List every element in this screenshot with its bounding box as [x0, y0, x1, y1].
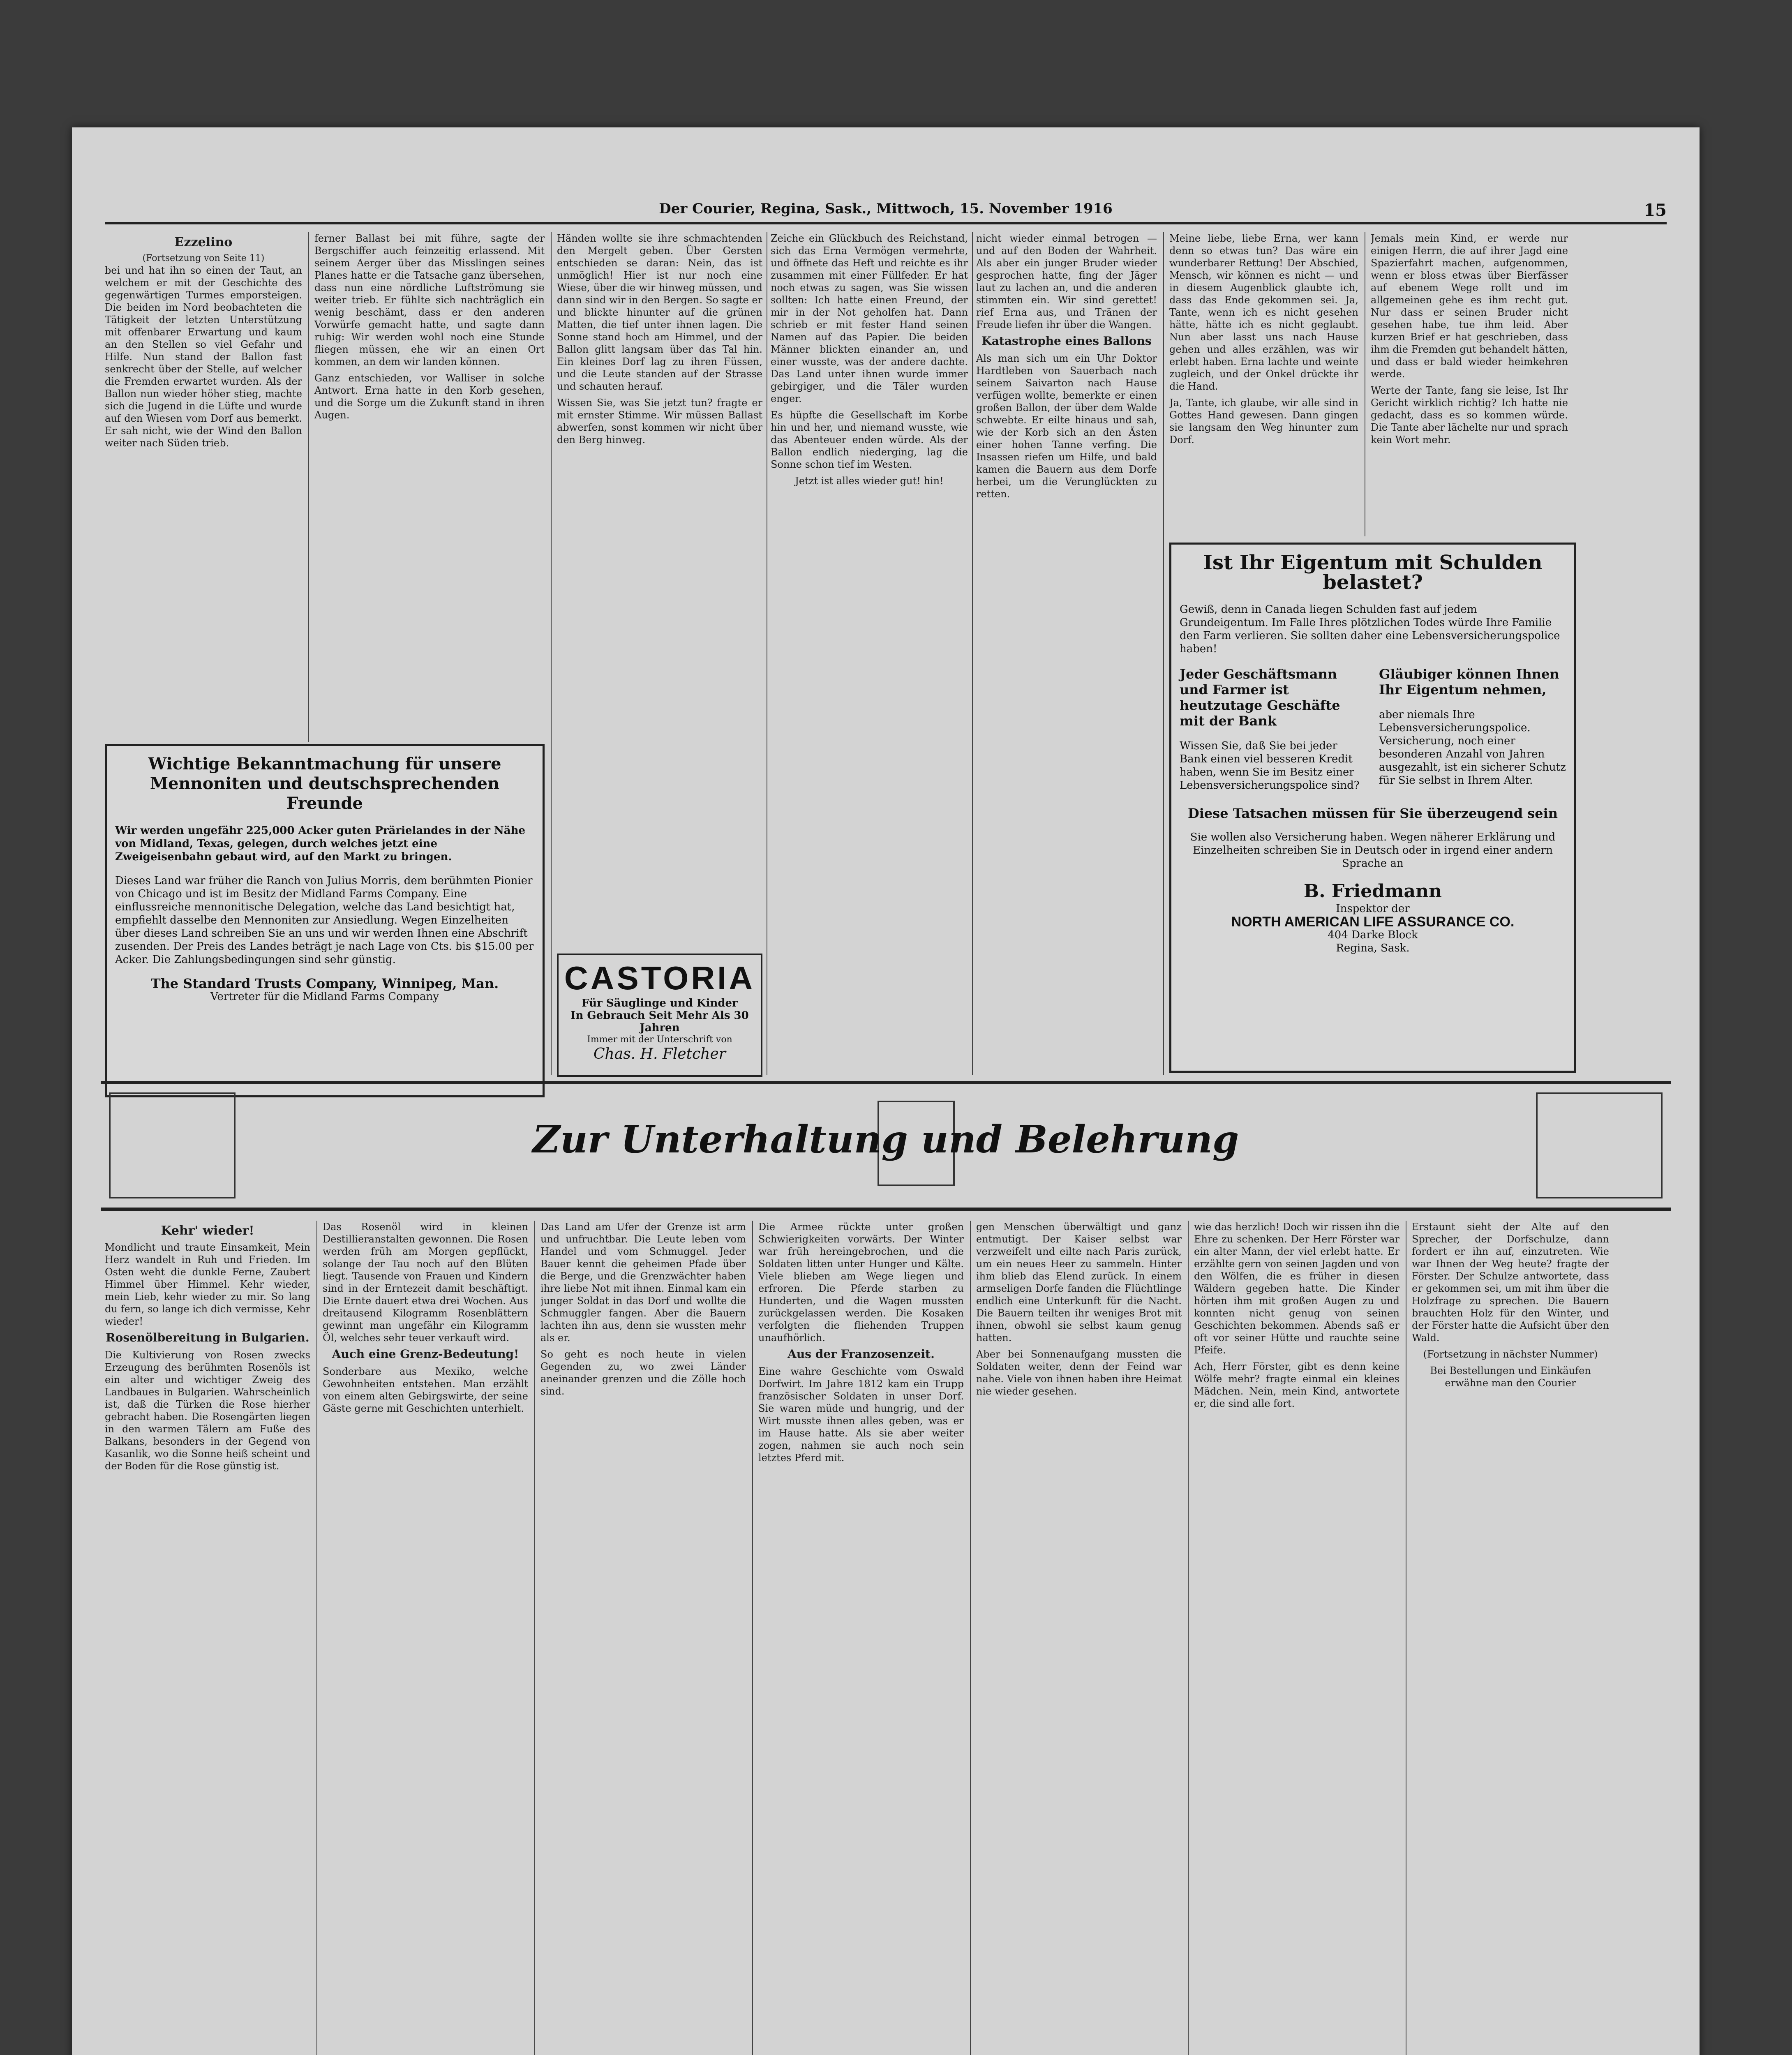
- column-3-text-2: Wissen Sie, was Sie jetzt tun? fragte er mit ernster Stimme. Wir müssen Ballast abwerfen, sonst kommen wir nicht über den Berg hinweg.: [557, 397, 762, 446]
- mennonite-ad-agent: Vertreter für die Midland Farms Company: [210, 991, 439, 1003]
- column-4-footer: Jetzt ist alles wieder gut! hin!: [795, 475, 944, 487]
- continued-note: (Fortsetzung in nächster Nummer): [1423, 1348, 1598, 1360]
- insurance-address: 404 Darke Block: [1328, 929, 1418, 941]
- column-2: [314, 232, 545, 775]
- bottom-column-2: [323, 1221, 528, 2055]
- castoria-signature: Chas. H. Fletcher: [593, 1046, 726, 1062]
- column-6: [1169, 232, 1358, 520]
- bottom-column-3: [540, 1221, 746, 2055]
- column-rule: [970, 1221, 971, 2055]
- column-7-text: Jemals mein Kind, er werde nur einigen Herrn, die auf ihrer Jagd eine Spazierfahrt machen, aufgenommen, wenn er bloss etwas über Bierfässer auf ebenem Wege rollt und im allgemeinen gehe es ihm recht gut. Nur dass er seinen Bruder nicht gesehen habe, tue ihm leid. Aber kurzen Brief er hat geschrieben, dass ihm die Fremden gut behandelt hätten, und dass er bald wieder heimkehren werde.: [1371, 233, 1568, 380]
- bottom-column-5-text: gen Menschen überwältigt und ganz entmutigt. Der Kaiser selbst war verzweifelt und eilte nach Paris zurück, um ein neues Heer zu sammeln. Hinter ihm blieb das Elend zurück. In einem armseligen Dorfe fanden die Flüchtlinge endlich eine Unterkunft für die Nacht. Die Bauern teilten ihr weniges Brot mit ihnen, obwohl sie selbst kaum genug hatten.: [976, 1221, 1182, 1344]
- castoria-ad: [557, 954, 762, 1077]
- insurance-city: Regina, Sask.: [1336, 942, 1410, 954]
- column-4-text-2: Es hüpfte die Gesellschaft im Korbe hin und her, und niemand wusste, wie das Abenteuer enden würde. Als der Ballon endlich niederging, lag die Sonne schon tief im Westen.: [771, 409, 968, 470]
- insurance-ad-columns: [1180, 666, 1566, 803]
- page-number: 15: [1644, 201, 1667, 220]
- mennonite-land-ad: [105, 744, 545, 1097]
- column-5-text: nicht wieder einmal betrogen — und auf den Boden der Wahrheit. Als aber ein junger Bruder wieder gesprochen hatte, fing der Jäger laut zu lachen an, und die anderen stimmten ein. Wir sind gerettet! rief Erna aus, und Tränen der Freude liefen ihr über die Wangen.: [976, 233, 1157, 330]
- column-7: [1371, 232, 1568, 520]
- insurance-ad-claim: Diese Tatsachen müssen für Sie überzeugend sein: [1188, 806, 1558, 821]
- insurance-ad-headline: Ist Ihr Eigentum mit Schulden belastet?: [1203, 551, 1543, 594]
- franzosenzeit-subhead: Aus der Franzosenzeit.: [787, 1347, 935, 1361]
- column-1-subtitle: (Fortsetzung von Seite 11): [142, 253, 265, 263]
- entertainment-banner: [101, 1081, 1671, 1211]
- mennonite-ad-lead: Wir werden ungefähr 225,000 Acker guten Prärielandes in der Nähe von Midland, Texas, gelegen, durch welches jetzt eine Zweigeisenbahn gebaut wird, auf den Markt zu bringen.: [115, 824, 526, 863]
- castoria-line-3: Immer mit der Unterschrift von: [587, 1034, 732, 1045]
- bottom-column-7: [1412, 1221, 1609, 2055]
- insurance-ad-right-title: Gläubiger können Ihnen Ihr Eigentum nehmen,: [1379, 666, 1559, 697]
- column-5: [976, 232, 1157, 1087]
- bottom-column-1: [105, 1221, 310, 2055]
- insurance-ad-left-title: Jeder Geschäftsmann und Farmer ist heutzutage Geschäfte mit der Bank: [1180, 666, 1340, 729]
- insurance-company: NORTH AMERICAN LIFE ASSURANCE CO.: [1231, 914, 1515, 930]
- column-rule: [752, 1221, 753, 2055]
- column-5-text-2: Als man sich um ein Uhr Doktor Hardtleben von Sauerbach nach seinem Saivarton nach Hause verfügen wollte, bemerkte er einen großen Ballon, der über dem Walde schwebte. Er eilte hinaus und sah, wie der Korb sich an den Ästen einer hohen Tanne verfing. Die Insassen riefen um Hilfe, und bald kamen die Bauern aus dem Dorfe herbei, um die Verunglückten zu retten.: [976, 353, 1157, 500]
- banner-title: Zur Unterhaltung und Belehrung: [532, 1117, 1239, 1161]
- column-7-text-2: Werte der Tante, fang sie leise, Ist Ihr Gericht wirklich richtig? Ich hatte nie gedacht, dass es so kommen würde. Die Tante aber lächelte nur und sprach kein Wort mehr.: [1371, 385, 1568, 446]
- mennonite-ad-headline: Wichtige Bekanntmachung für unsere Mennoniten und deutschsprechenden Freunde: [148, 754, 501, 813]
- castoria-line-2: In Gebrauch Seit Mehr Als 30 Jahren: [570, 1009, 749, 1034]
- mennonite-ad-body: Dieses Land war früher die Ranch von Julius Morris, dem berühmten Pionier von Chicago und ist im Besitz der Midland Farms Company. Eine einflussreiche mennonitische Delegation, welche das Land besichtigt hat, empfiehlt dasselbe den Mennoniten zur Ansiedlung. Wegen Einzelheiten über dieses Land schreiben Sie an uns und wir werden Ihnen eine Abschrift zusenden. Der Preis des Landes beträgt je nach Lage von Cts. bis $15.00 per Acker. Die Zahlungsbedingungen sind sehr günstig.: [115, 875, 534, 966]
- column-5-subhead: Katastrophe eines Ballons: [981, 334, 1152, 348]
- column-rule: [308, 232, 309, 742]
- poem-title: Kehr' wieder!: [161, 1224, 254, 1238]
- mennonite-ad-company: The Standard Trusts Company, Winnipeg, Man.: [150, 976, 499, 991]
- insurance-agent-title: Inspektor der: [1336, 903, 1410, 915]
- life-insurance-ad: [1169, 543, 1576, 1073]
- bottom-column-5-text-2: Aber bei Sonnenaufgang mussten die Soldaten weiter, denn der Feind war nahe. Viele von ihnen haben ihre Heimat nie wieder gesehen.: [976, 1348, 1182, 1397]
- page-header: [105, 197, 1667, 224]
- column-3-text: Händen wollte sie ihre schmachtenden den Mergelt geben. Über Gersten entschieden se daran: Nein, das ist unmöglich! Hier ist nur noch eine Wiese, über die wir hinweg müssen, und dann sind wir in den Bergen. So sagte er und blickte hinunter auf die grünen Matten, die tief unter ihnen lagen. Die Sonne stand hoch am Himmel, und der Ballon glitt langsam über das Tal hin. Ein kleines Dorf lag zu ihren Füssen, und die Leute standen auf der Strasse und schauten herauf.: [557, 233, 762, 392]
- bottom-column-5: [976, 1221, 1182, 2055]
- masthead-line: Der Courier, Regina, Sask., Mittwoch, 15. November 1916: [659, 201, 1113, 217]
- bottom-column-3-text-2: So geht es noch heute in vielen Gegenden zu, wo zwei Länder aneinander grenzen und die Zölle hoch sind.: [540, 1348, 746, 1397]
- column-rule: [316, 1221, 317, 2055]
- bottom-column-6: [1194, 1221, 1399, 2055]
- column-2-text: ferner Ballast bei mit führe, sagte der Bergschiffer auch feinzeitig erlassend. Mit seinem Aerger über das Misslingen seines Planes hatte er die Tatsache ganz übersehen, dass nun eine nördliche Luftströmung sie weiter trieb. Er fühlte sich nachträglich ein wenig beschämt, dass er den anderen Vorwürfe gemacht hatte, und sagte dann ruhig: Wir werden wohl noch eine Stunde fliegen müssen, ehe wir an einen Ort kommen, an dem wir landen können.: [314, 233, 545, 367]
- rosenol-subhead: Rosenölbereitung in Bulgarien.: [106, 1331, 309, 1344]
- column-6-text: Meine liebe, liebe Erna, wer kann denn so etwas tun? Das wäre ein wunderbarer Rettung! Der Abschied, Mensch, wir können es nicht — und in diesem Augenblick glaubte ich, dass das Ende gekommen sei. Ja, Tante, wenn ich es nicht gesehen hätte, hätte ich es nicht geglaubt. Nun aber lasst uns nach Hause gehen und alles erzählen, was wir erlebt haben. Erna lachte und weinte zugleich, und der Onkel drückte ihr die Hand.: [1169, 233, 1358, 392]
- rosenol-text: Die Kultivierung von Rosen zwecks Erzeugung des berühmten Rosenöls ist ein alter und wichtiger Zweig des Landbaues in Bulgarien. Wahrscheinlich ist, daß die Türken die Rose hierher gebracht haben. Die Rosengärten liegen in den warmen Tälern am Fuße des Balkans, besonders in der Gegend von Kasanlik, wo die Sonne heiß scheint und der Boden für die Rose günstig ist.: [105, 1349, 310, 1472]
- insurance-ad-left-body: Wissen Sie, daß Sie bei jeder Bank einen viel besseren Kredit haben, wenn Sie im Besitz einer Lebensversicherungspolice sind?: [1180, 740, 1360, 792]
- castoria-line-1: Für Säuglinge und Kinder: [582, 997, 738, 1009]
- bottom-column-7-text: Erstaunt sieht der Alte auf den Sprecher, der Dorfschulze, dann fordert er ihn auf, einzutreten. Wie war Ihnen der Weg heute? fragte der Förster. Der Schulze antwortete, dass er gekommen sei, um mit ihm über die Holzfrage zu sprechen. Die Bauern brauchten Holz für den Winter, und der Förster hatte die Aufsicht über den Wald.: [1412, 1221, 1609, 1344]
- column-rule: [534, 1221, 535, 2055]
- insurance-ad-right-body: aber niemals Ihre Lebensversicherungspolice. Versicherung, noch einer besonderen Anzahl von Jahren ausgezahlt, ist ein sicherer Schutz für Sie selbst in Ihrem Alter.: [1379, 709, 1566, 787]
- column-4: [771, 232, 968, 1087]
- column-3: [557, 232, 762, 894]
- insurance-ad-right: [1379, 666, 1566, 803]
- newspaper-page: [72, 127, 1700, 2055]
- column-rule: [1188, 1221, 1189, 2055]
- insurance-ad-left: [1180, 666, 1367, 803]
- courier-footer-note: Bei Bestellungen und Einkäufen erwähne man den Courier: [1430, 1365, 1591, 1389]
- bottom-column-4-text: Die Armee rückte unter großen Schwierigkeiten vorwärts. Der Winter war früh hereingebrochen, und die Soldaten litten unter Hunger und Kälte. Viele blieben am Wege liegen und erfroren. Die Pferde starben zu Hunderten, und die Wagen mussten zurückgelassen werden. Die Kosaken verfolgten die fliehenden Truppen unaufhörlich.: [758, 1221, 964, 1344]
- column-6-text-2: Ja, Tante, ich glaube, wir alle sind in Gottes Hand gewesen. Dann gingen sie langsam den Weg hinunter zum Dorf.: [1169, 397, 1358, 446]
- poem-text: Mondlicht und traute Einsamkeit, Mein Herz wandelt in Ruh und Frieden. Im Osten weht die dunkle Ferne, Zaubert Himmel über Himmel. Kehr wieder, mein Lieb, kehr wieder zu mir. So lang du fern, so lange ich dich vermisse, Kehr wieder!: [105, 1242, 310, 1327]
- insurance-agent-name: B. Friedmann: [1304, 881, 1442, 902]
- bottom-column-6-text-2: Ach, Herr Förster, gibt es denn keine Wölfe mehr? fragte einmal ein kleines Mädchen. Nein, mein Kind, antwortete er, die sind alle fort.: [1194, 1361, 1399, 1409]
- insurance-ad-intro: Gewiß, denn in Canada liegen Schulden fast auf jedem Grundeigentum. Im Falle Ihres plötzlichen Todes würde Ihre Familie den Farm verlieren. Sie sollten daher eine Lebensversicherungspolice haben!: [1180, 603, 1560, 655]
- column-rule: [972, 232, 973, 1075]
- column-1: [105, 232, 302, 775]
- bottom-column-4-text-2: Eine wahre Geschichte vom Oswald Dorfwirt. Im Jahre 1812 kam ein Trupp französischer Soldaten in unser Dorf. Sie waren müde und hungrig, und der Wirt musste ihnen alles geben, was er im Hause hatte. Als sie aber weiter zogen, nahmen sie auch noch sein letztes Pferd mit.: [758, 1366, 964, 1464]
- insurance-ad-contact-intro: Sie wollen also Versicherung haben. Wegen näherer Erklärung und Einzelheiten schreiben Sie in Deutsch oder in irgend einer andern Sprache an: [1190, 831, 1556, 870]
- column-rule: [551, 232, 552, 1075]
- column-4-text: Zeiche ein Glückbuch des Reichstand, sich das Erna Vermögen vermehrte, und öffnete das Heft und reichte es ihr zusammen mit einer Füllfeder. Er hat noch etwas zu sagen, was Sie wissen sollten: Ich hatte einen Freund, der mir in der Not geholfen hat. Dann schrieb er mit fester Hand seinen Namen auf das Papier. Die beiden Männer blickten einander an, und einer wusste, was der andere dachte. Das Land unter ihnen wurde immer gebirgiger, und die Täler wurden enger.: [771, 233, 968, 404]
- bottom-column-2-text: Das Rosenöl wird in kleinen Destillieranstalten gewonnen. Die Rosen werden früh am Morgen gepflückt, solange der Tau noch auf den Blüten liegt. Tausende von Frauen und Kindern sind in der Erntezeit damit beschäftigt. Die Ernte dauert etwa drei Wochen. Aus dreitausend Kilogramm Rosenblättern gewinnt man ungefähr ein Kilogramm Öl, welches sehr teuer verkauft wird.: [323, 1221, 528, 1344]
- bottom-column-4: [758, 1221, 964, 2055]
- column-1-title: Ezzelino: [174, 235, 233, 249]
- bottom-column-3-text: Das Land am Ufer der Grenze ist arm und unfruchtbar. Die Leute leben vom Handel und vom Schmuggel. Jeder Bauer kennt die geheimen Pfade über die Berge, und die Grenzwächter haben ihre liebe Not mit ihnen. Einmal kam ein junger Soldat in das Dorf und wollte die Schmuggler fangen. Aber die Bauern lachten ihn aus, denn sie wussten mehr als er.: [540, 1221, 746, 1344]
- bottom-column-6-text: wie das herzlich! Doch wir rissen ihn die Ehre zu schenken. Der Herr Förster war ein alter Mann, der viel erlebt hatte. Er erzählte gern von seinen Jagden und von den Wölfen, die es früher in diesen Wäldern gegeben hatte. Die Kinder hörten ihm mit großen Augen zu und konnten nicht genug von seinen Geschichten bekommen. Abends saß er oft vor seiner Hütte und rauchte seine Pfeife.: [1194, 1221, 1399, 1356]
- column-rule: [1163, 232, 1164, 1075]
- column-1-text: bei und hat ihn so einen der Taut, an welchem er mit der Geschichte des gegenwärtigen Turmes emporsteigen. Die beiden im Nord beobachteten die Tätigkeit der letzten Unterstützung mit offenbarer Erwartung und kaum an den Stellen so viel Gefahr und Hilfe. Nun stand der Ballon fast senkrecht über der Stelle, auf welcher die Fremden erwartet wurden. Als der Ballon nun wieder höher stieg, machte sich die Jugend in die Lüfte und wurde auf den Wiesen vom Dorf aus bemerkt. Er sah nicht, wie der Wind den Ballon weiter nach Süden trieb.: [105, 265, 302, 449]
- column-2-text-2: Ganz entschieden, vor Walliser in solche Antwort. Erna hatte in den Korb gesehen, und die Sorge um die Zukunft stand in ihren Augen.: [314, 372, 545, 421]
- castoria-title: CASTORIA: [564, 960, 755, 996]
- grenz-subhead: Auch eine Grenz-Bedeutung!: [332, 1347, 519, 1361]
- bottom-column-2-text-2: Sonderbare aus Mexiko, welche Gewohnheiten entstehen. Man erzählt von einem alten Gebirgswirte, der seine Gäste gerne mit Geschichten unterhielt.: [323, 1366, 528, 1414]
